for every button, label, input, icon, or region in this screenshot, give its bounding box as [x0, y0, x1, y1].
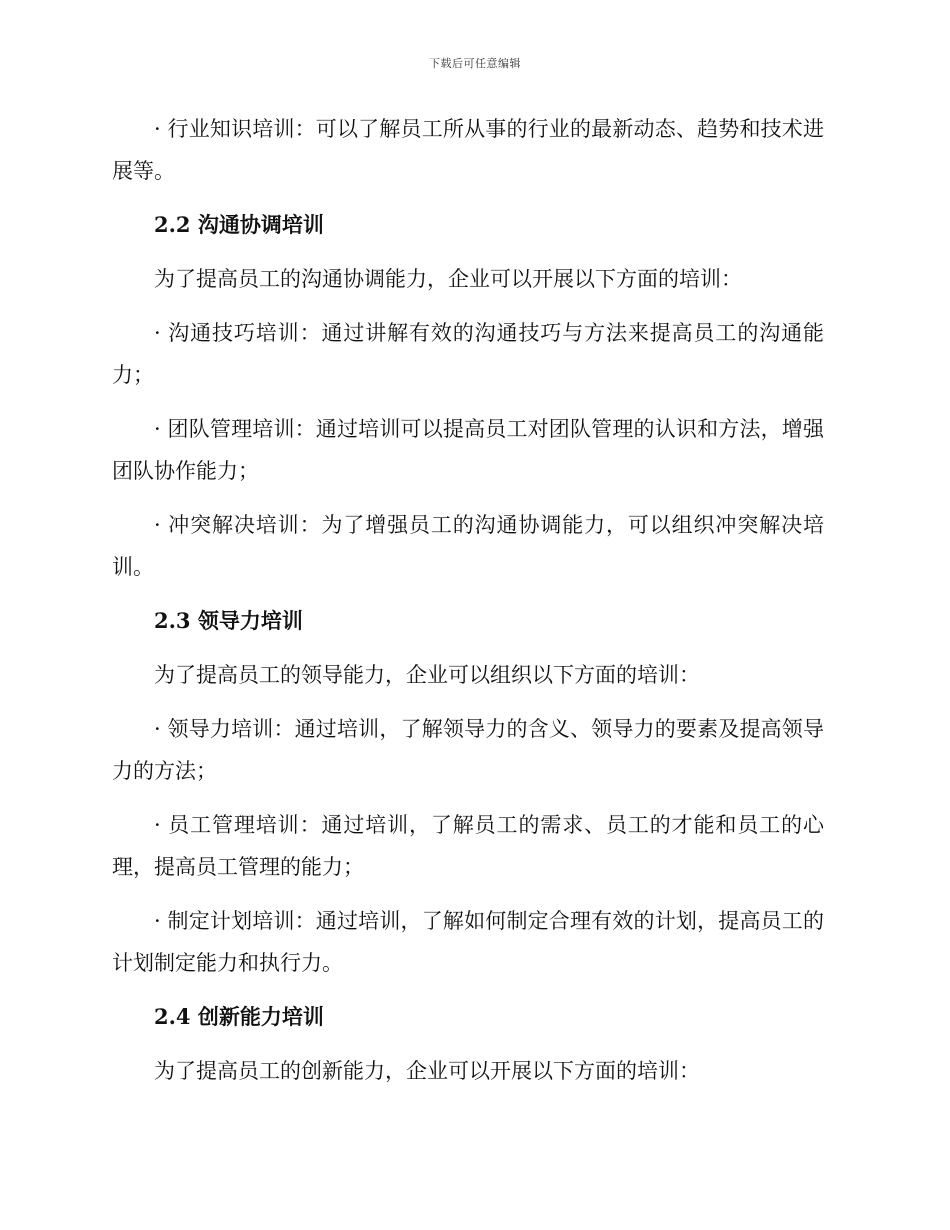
paragraph-staff-management: · 员工管理培训：通过培训，了解员工的需求、员工的才能和员工的心理，提高员工管理的能力；	[112, 813, 824, 879]
document-body	[112, 108, 824, 1104]
paragraph-innovation-intro: 为了提高员工的创新能力，企业可以开展以下方面的培训：	[154, 1059, 700, 1083]
section-heading-2-4: 2.4 创新能力培训	[154, 1004, 324, 1029]
paragraph-team-management: · 团队管理培训：通过培训可以提高员工对团队管理的认识和方法，增强团队协作能力；	[112, 417, 824, 483]
paragraph-leadership-training: · 领导力培训：通过培训，了解领导力的含义、领导力的要素及提高领导力的方法；	[112, 717, 824, 783]
paragraph-planning-training: · 制定计划培训：通过培训，了解如何制定合理有效的计划，提高员工的计划制定能力和执行力。	[112, 909, 824, 975]
paragraph-leadership-intro: 为了提高员工的领导能力，企业可以组织以下方面的培训：	[154, 663, 700, 687]
section-heading-2-3: 2.3 领导力培训	[154, 608, 303, 633]
page-header: 下载后可任意编辑	[429, 57, 521, 70]
paragraph-communication-intro: 为了提高员工的沟通协调能力，企业可以开展以下方面的培训：	[154, 267, 742, 291]
paragraph-industry-knowledge: · 行业知识培训：可以了解员工所从事的行业的最新动态、趋势和技术进展等。	[112, 117, 824, 183]
section-heading-2-2: 2.2 沟通协调培训	[154, 212, 324, 237]
paragraph-communication-skills: · 沟通技巧培训：通过讲解有效的沟通技巧与方法来提高员工的沟通能力；	[112, 321, 824, 387]
paragraph-conflict-resolution: · 冲突解决培训：为了增强员工的沟通协调能力，可以组织冲突解决培训。	[112, 513, 824, 579]
